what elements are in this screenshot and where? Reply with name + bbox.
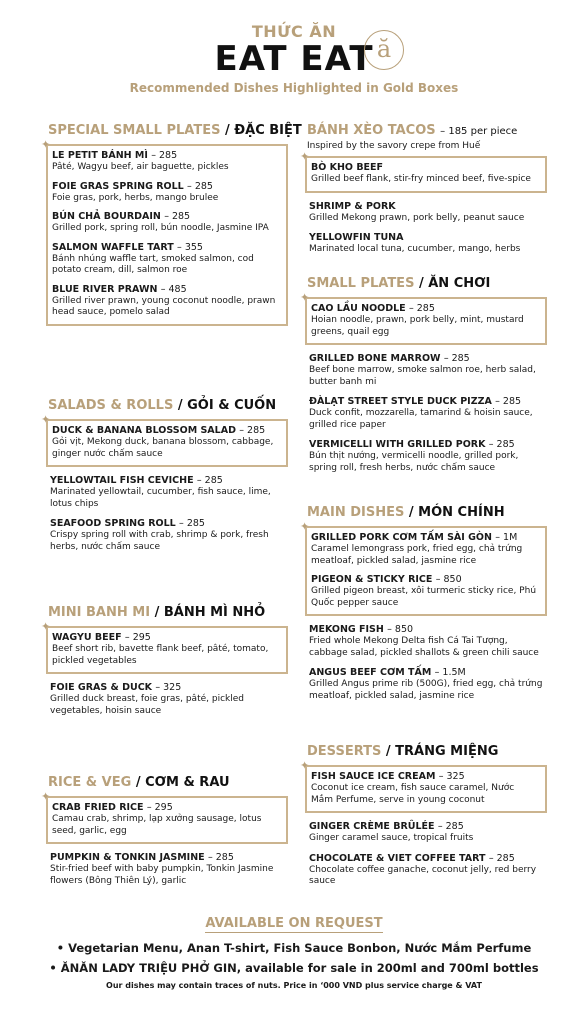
dish-price: – 285 (488, 852, 515, 864)
dish-price: – 325 (155, 682, 182, 693)
menu-item (52, 632, 280, 667)
dish-name: SHRIMP & PORK (309, 200, 396, 212)
menu-item (311, 771, 539, 806)
plain-dish-list (48, 475, 288, 553)
menu-item (311, 574, 539, 609)
menu-item (52, 181, 280, 205)
section-heading: MINI BANH MI / BÁNH MÌ NHỎ (48, 605, 266, 620)
gold-box (300, 759, 547, 813)
dish-description: Fried whole Mekong Delta fish Cá Tai Tượng, cabbage salad, pickled shallots & green chili sauce (309, 636, 539, 658)
star-icon: ✦ (300, 291, 310, 304)
dish-description: Grilled Angus prime rib (500G), fried egg, chả trứng meatloaf, pickled salad, jasmine rice (309, 679, 543, 701)
dish-name: CAO LẦU NOODLE (311, 303, 406, 314)
star-icon: ✦ (300, 150, 310, 163)
request-item: • Vegetarian Menu, Anan T-shirt, Fish Sauce Bonbon, Nước Mắm Perfume (0, 941, 588, 955)
dish-name: BÚN CHẢ BOURDAIN (52, 211, 161, 222)
dish-name: CHOCOLATE & VIET COFFEE TART (309, 852, 486, 864)
menu-header (0, 20, 588, 95)
star-icon: ✦ (300, 759, 310, 772)
dish-name-line (311, 532, 539, 544)
dish-name: SALMON WAFFLE TART (52, 241, 174, 253)
dish-price: – 295 (124, 632, 151, 643)
menu-tagline: Recommended Dishes Highlighted in Gold Boxes (129, 81, 459, 95)
plain-dish-list (48, 852, 288, 887)
dish-name-line (52, 425, 280, 437)
dish-price: – 285 (207, 852, 234, 863)
anan-logo-icon: ă (364, 30, 404, 70)
dish-price: – 295 (146, 802, 173, 813)
section-heading: SALADS & ROLLS / GỎI & CUỐN (48, 398, 277, 413)
dish-description: Beef bone marrow, smoke salmon roe, herb salad, butter banh mi (309, 365, 536, 387)
dish-name: ANGUS BEEF CƠM TẤM (309, 667, 432, 678)
price-footnote: Our dishes may contain traces of nuts. Price in ‘000 VND plus service charge & VAT (106, 981, 482, 990)
dish-name-line (311, 162, 539, 174)
dish-description: Gỏi vịt, Mekong duck, banana blossom, cabbage, ginger nước chấm sauce (52, 437, 274, 459)
dish-price: – 285 (408, 303, 435, 314)
star-icon: ✦ (300, 520, 310, 533)
dish-description: Bún thịt nướng, vermicelli noodle, grilled pork, spring roll, fresh herbs, nước chấm sauce (309, 451, 519, 473)
dish-name: GRILLED BONE MARROW (309, 353, 441, 364)
dish-name: YELLOWTAIL FISH CEVICHE (50, 475, 194, 486)
star-icon: ✦ (41, 413, 51, 426)
dish-name-line (309, 821, 547, 833)
dish-description: Marinated local tuna, cucumber, mango, herbs (309, 244, 521, 254)
menu-item (50, 518, 288, 553)
dish-name-line (311, 574, 539, 586)
dish-name: GRILLED PORK CƠM TẤM SÀI GÒN (311, 532, 492, 543)
dish-price: – 285 (151, 150, 178, 161)
dish-price: – 285 (187, 180, 213, 192)
dish-name-line (311, 771, 539, 783)
dish-name-line (309, 201, 547, 213)
dish-description: Grilled pigeon breast, xôi turmeric sticky rice, Phú Quốc pepper sauce (311, 586, 537, 608)
dish-price: – 285 (179, 518, 205, 529)
dish-name-line (309, 624, 547, 636)
dish-description: Hoian noodle, prawn, pork belly, mint, mustard greens, quail egg (311, 315, 524, 337)
section-main-dishes (300, 505, 547, 710)
dish-description: Foie gras, pork, herbs, mango brulee (52, 192, 219, 203)
menu-item (52, 802, 280, 837)
gold-box (41, 620, 288, 674)
dish-price: – 285 (196, 475, 223, 486)
plain-dish-list (48, 682, 288, 717)
dish-description: Caramel lemongrass pork, fried egg, chả trứng meatloaf, pickled salad, jasmine rice (311, 544, 523, 566)
dish-name-line (50, 475, 288, 487)
menu-item (52, 242, 280, 277)
star-icon: ✦ (41, 790, 51, 803)
gold-box (300, 150, 547, 193)
dish-name-line (309, 396, 547, 408)
menu-item (50, 852, 288, 887)
gold-box (41, 413, 288, 467)
gold-box (300, 291, 547, 345)
section-mini-banh-mi (41, 605, 288, 725)
section-rice-veg (41, 775, 288, 895)
menu-item (50, 682, 288, 717)
menu-item (309, 667, 547, 702)
dish-name-line (52, 211, 280, 223)
section-salads-rolls (41, 398, 288, 561)
dish-description: Chocolate coffee ganache, coconut jelly, red berry sauce (309, 864, 537, 886)
dish-price: – 850 (435, 574, 462, 585)
menu-item (311, 162, 539, 186)
dish-price: – 1.5M (434, 667, 466, 678)
menu-title: EAT EAT (214, 39, 374, 79)
menu-item (309, 396, 547, 431)
menu-subtitle: THỨC ĂN (251, 22, 337, 41)
dish-description: Ginger caramel sauce, tropical fruits (309, 833, 474, 843)
plain-dish-list (307, 201, 547, 256)
dish-description: Grilled duck breast, foie gras, pâté, pickled vegetables, hoisin sauce (50, 694, 244, 716)
dish-name: SEAFOOD SPRING ROLL (50, 518, 176, 529)
menu-item (52, 211, 280, 235)
dish-price: – 325 (438, 771, 465, 782)
request-item: • ĂNĂN LADY TRIỆU PHỞ GIN, available for sale in 200ml and 700ml bottles (0, 961, 588, 975)
plain-dish-list (307, 624, 547, 702)
dish-name: MEKONG FISH (309, 624, 384, 635)
dish-description: Coconut ice cream, fish sauce caramel, Nước Mắm Perfume, serve in young coconut (311, 783, 515, 805)
dish-price: – 285 (495, 396, 522, 407)
section-small-plates (300, 276, 547, 482)
dish-price: – 850 (387, 624, 414, 635)
star-icon: ✦ (41, 620, 51, 633)
dish-name: GINGER CRÈME BRÛLÉE (309, 821, 435, 832)
dish-name: CRAB FRIED RICE (52, 802, 144, 813)
dish-description: Pâté, Wagyu beef, air baguette, pickles (52, 162, 229, 172)
menu-item (309, 439, 547, 474)
dish-price: – 485 (160, 283, 187, 295)
section-heading: BÁNH XÈO TACOS – 185 per piece (307, 123, 518, 138)
menu-item (309, 232, 547, 256)
dish-name: WAGYU BEEF (52, 632, 122, 643)
dish-name: PIGEON & STICKY RICE (311, 574, 433, 585)
dish-description: Crispy spring roll with crab, shrimp & pork, fresh herbs, nước chấm sauce (50, 530, 269, 552)
section-heading: MAIN DISHES / MÓN CHÍNH (307, 505, 505, 520)
dish-name-line (50, 852, 288, 864)
gold-box (41, 790, 288, 844)
dish-description: Beef short rib, bavette flank beef, pâté, tomato, pickled vegetables (52, 644, 269, 666)
menu-item (309, 853, 547, 888)
dish-price: – 285 (443, 353, 470, 364)
dish-name-line (50, 682, 288, 694)
menu-item (309, 201, 547, 225)
section-heading: DESSERTS / TRÁNG MIỆNG (307, 744, 499, 759)
dish-name: FISH SAUCE ICE CREAM (311, 771, 436, 782)
request-title: AVAILABLE ON REQUEST (205, 916, 383, 931)
dish-name: VERMICELLI WITH GRILLED PORK (309, 439, 486, 450)
dish-description: Marinated yellowtail, cucumber, fish sauce, lime, lotus chips (50, 487, 271, 509)
dish-price: – 1M (495, 532, 518, 543)
dish-description: Grilled beef flank, stir-fry minced beef, five-spice (311, 174, 531, 184)
dish-description: Stir-fried beef with baby pumpkin, Tonkin Jasmine flowers (Bông Thiên Lý), garlic (50, 864, 274, 886)
section-heading: SMALL PLATES / ĂN CHƠI (307, 276, 491, 291)
dish-description: Grilled Mekong prawn, pork belly, peanut sauce (309, 212, 525, 223)
dish-name: BLUE RIVER PRAWN (52, 283, 158, 295)
section-special-small-plates (41, 123, 302, 334)
dish-name-line (52, 802, 280, 814)
dish-name: PUMPKIN & TONKIN JASMINE (50, 852, 205, 863)
dish-name-line (52, 632, 280, 644)
dish-name-line (309, 667, 547, 679)
dish-description: Grilled river prawn, young coconut noodle, prawn head sauce, pomelo salad (52, 295, 276, 317)
dish-name-line (309, 232, 547, 244)
section-banh-xeo-tacos (300, 123, 547, 264)
dish-name-line (309, 853, 547, 865)
menu-item (309, 353, 547, 388)
plain-dish-list (307, 821, 547, 888)
dish-name: FOIE GRAS SPRING ROLL (52, 180, 184, 192)
dish-name: LE PETIT BÁNH MÌ (52, 150, 148, 161)
section-subheading: Inspired by the savory crepe from Huế (307, 141, 481, 151)
dish-description: Bánh nhúng waffle tart, smoked salmon, cod potato cream, dill, salmon roe (52, 253, 254, 275)
menu-item (50, 475, 288, 510)
dish-name: YELLOWFIN TUNA (309, 232, 404, 243)
dish-name-line (309, 353, 547, 365)
menu-item (52, 284, 280, 319)
menu-item (309, 821, 547, 845)
section-heading: RICE & VEG / CƠM & RAU (48, 775, 230, 790)
menu-item (309, 624, 547, 659)
dish-name-line (50, 518, 288, 530)
dish-description: Duck confit, mozzarella, tamarind & hoisin sauce, grilled rice paper (309, 408, 533, 430)
dish-name-line (309, 439, 547, 451)
menu-item (311, 303, 539, 338)
dish-name-line (52, 181, 280, 193)
dish-price: – 285 (164, 211, 191, 222)
dish-price: – 285 (239, 425, 266, 436)
section-heading: SPECIAL SMALL PLATES / ĐẶC BIỆT (48, 123, 302, 138)
plain-dish-list (307, 353, 547, 474)
request-list (0, 941, 588, 975)
dish-price: – 285 (437, 821, 464, 832)
dish-name: DUCK & BANANA BLOSSOM SALAD (52, 425, 236, 436)
dish-price: – 355 (177, 241, 203, 253)
gold-box (300, 520, 547, 616)
dish-name-line (52, 284, 280, 296)
dish-name: ĐÀLẠT STREET STYLE DUCK PIZZA (309, 396, 492, 407)
section-desserts (300, 744, 547, 896)
available-on-request (0, 912, 588, 990)
menu-item (311, 532, 539, 567)
dish-name: BÒ KHO BEEF (311, 162, 384, 173)
menu-item (52, 425, 280, 460)
dish-price: – 285 (488, 439, 515, 450)
dish-description: Camau crab, shrimp, lạp xưởng sausage, lotus seed, garlic, egg (52, 814, 262, 836)
star-icon: ✦ (41, 138, 51, 151)
dish-name-line (52, 150, 280, 162)
gold-box (41, 138, 288, 326)
dish-name-line (311, 303, 539, 315)
dish-name-line (52, 242, 280, 254)
dish-name: FOIE GRAS & DUCK (50, 682, 153, 693)
dish-description: Grilled pork, spring roll, bún noodle, Jasmine IPA (52, 223, 269, 233)
menu-item (52, 150, 280, 174)
